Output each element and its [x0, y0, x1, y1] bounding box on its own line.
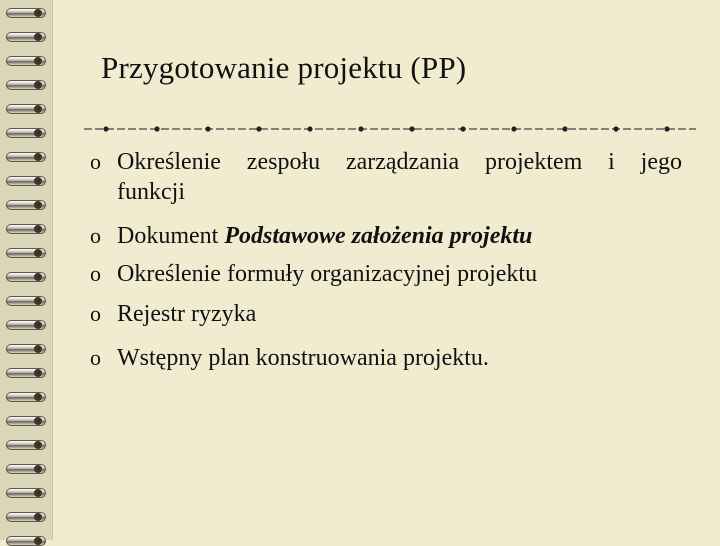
bullet-text: Rejestr ryzyka [117, 301, 257, 327]
binding-hole [34, 441, 42, 449]
divider-dot [358, 126, 363, 131]
divider-dot [307, 126, 312, 131]
binding-hole [34, 81, 42, 89]
binding-hole [34, 33, 42, 41]
divider-dot [664, 126, 669, 131]
binding-hole [34, 153, 42, 161]
divider-dot [562, 126, 567, 131]
divider-dot [613, 126, 618, 131]
binding-hole [34, 369, 42, 377]
binding-hole [34, 393, 42, 401]
binding-hole [34, 321, 42, 329]
divider-dot [205, 126, 210, 131]
bullet-marker: o [90, 301, 101, 326]
bullet-marker: o [90, 261, 101, 286]
binding-hole [34, 57, 42, 65]
binding-hole [34, 9, 42, 17]
binding-hole [34, 249, 42, 257]
divider-dot [103, 126, 108, 131]
binding-hole [34, 345, 42, 353]
bullet-text-plain: Dokument [117, 223, 225, 249]
slide-title: Przygotowanie projektu (PP) [101, 50, 467, 85]
divider-dot [460, 126, 465, 131]
spiral-binding [0, 0, 53, 540]
divider-dot [409, 126, 414, 131]
bullet-text: Wstępny plan konstruowania projektu. [117, 345, 489, 371]
binding-hole [34, 417, 42, 425]
divider-dot [511, 126, 516, 131]
binding-hole [34, 537, 42, 545]
bullet-text-continuation: funkcji [117, 179, 185, 205]
binding-hole [34, 105, 42, 113]
bullet-text: Określenie formuły organizacyjnej projektu [117, 261, 538, 287]
divider-dot [256, 126, 261, 131]
bullet-marker: o [90, 223, 101, 248]
dash-dot-divider [84, 123, 696, 135]
binding-hole [34, 201, 42, 209]
binding-hole [34, 273, 42, 281]
document-name-emphasis: Podstawowe założenia projektu [224, 223, 533, 249]
bullet-text: Określenie zespołu zarządzania projektem i jego [117, 149, 682, 175]
binding-hole [34, 129, 42, 137]
binding-hole [34, 225, 42, 233]
binding-hole [34, 489, 42, 497]
bullet-text [117, 220, 532, 252]
binding-hole [34, 465, 42, 473]
bullet-marker: o [90, 149, 101, 174]
binding-hole [34, 177, 42, 185]
divider-dot [154, 126, 159, 131]
bullet-marker: o [90, 345, 101, 370]
binding-hole [34, 297, 42, 305]
binding-hole [34, 513, 42, 521]
